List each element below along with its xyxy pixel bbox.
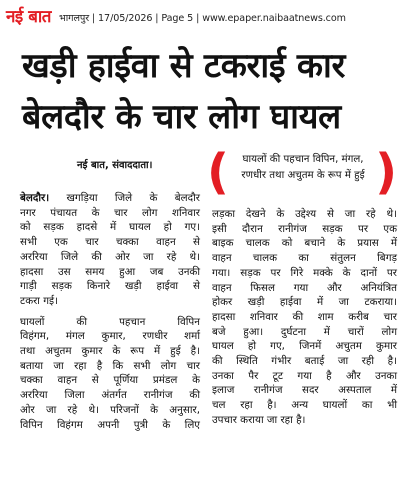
article-line: बजे हुआ। दुर्घटना में चारों लोग <box>212 325 397 338</box>
article-line: चक्का वाहन से पूर्णिया प्रमंडल के <box>20 374 200 387</box>
article-line: ओर जा रहे थे। परिजनों के अनुसार, <box>20 403 200 416</box>
article-line: उपचार कराया जा रहा है। <box>212 413 306 426</box>
article-line: टकरा गई। <box>20 294 59 307</box>
pull-quote-text <box>223 152 383 184</box>
byline: नई बात, संवाददाता। <box>77 160 153 171</box>
pull-quote-line: घायलों की पहचान विपिन, मंगल, <box>242 154 364 165</box>
article-line: इसी दौरान रानीगंज सड़क पर एक <box>212 222 397 235</box>
quote-open-bracket-icon: ( <box>207 144 229 200</box>
article-line: वाहन फिसल गया और अनियंत्रित <box>212 281 397 294</box>
article-line: होकर खड़ी हाईवा में जा टकराया। <box>212 296 397 309</box>
pull-quote <box>207 144 397 200</box>
article-line: बाइक चालक को बचाने के प्रयास में <box>212 237 397 250</box>
article-line: हादसा शनिवार की शाम करीब चार <box>212 310 397 323</box>
article-line: विपिन विहंगम अपनी पुत्री के लिए <box>20 418 200 431</box>
article-line: बताया जा रहा है कि सभी लोग चार <box>20 359 200 372</box>
dateline: बेलदौर। <box>20 192 50 204</box>
headline-line-1: खड़ी हाईवा से टकराई कार <box>22 46 346 86</box>
article-line: उनका पैर टूट गया है और उनका <box>212 369 397 382</box>
article-line: गाड़ी सड़क किनारे खड़ी हाईवा से <box>20 280 200 293</box>
article-line <box>20 191 200 206</box>
article-line: वाहन चालक का संतुलन बिगड़ <box>212 252 397 265</box>
headline-line-2: बेलदौर के चार लोग घायल <box>22 97 341 137</box>
article-line: की स्थिति गंभीर बताई जा रही है। <box>212 355 397 368</box>
article-column-right <box>212 207 397 428</box>
article-line: विहंगम, मंगल कुमार, रणधीर शर्मा <box>20 330 200 343</box>
newspaper-logo[interactable]: नई बात <box>6 6 52 27</box>
article-line: हादसा उस समय हुआ जब उनकी <box>20 265 200 278</box>
pull-quote-line: रणधीर तथा अचुतम के रूप में हुई <box>241 170 365 181</box>
article-line: नगर पंचायत के चार लोग शनिवार <box>20 206 200 219</box>
article-line: इलाज रानीगंज सदर अस्पताल में <box>212 384 397 397</box>
quote-close-bracket-icon: ) <box>375 144 397 200</box>
article-line: सभी एक चार चक्का वाहन से <box>20 236 200 249</box>
article-line: घायलों की पहचान विपिन <box>20 315 200 328</box>
article-line: अररिया जिला अंतर्गत रानीगंज की <box>20 389 200 402</box>
article-line: तथा अचुतम कुमार के रूप में हुई है। <box>20 345 200 358</box>
masthead-bar <box>0 0 403 34</box>
article-line: अररिया जिले की ओर जा रहे थे। <box>20 250 200 263</box>
edition-meta: भागलपुर | 17/05/2026 | Page 5 | www.epaper.naibaatnews.com <box>59 12 346 24</box>
article-line: को सड़क हादसे में घायल हो गए। <box>20 221 200 234</box>
article-column-left <box>20 191 200 432</box>
article-line-text: खगड़िया जिले के बेलदौर <box>66 192 200 204</box>
article-line: लड़का देखने के उद्देश्य से जा रहे थे। <box>212 208 397 220</box>
article-line: घायल हो गए, जिनमें अचुतम कुमार <box>212 340 397 353</box>
article-line: चल रहा है। अन्य घायलों का भी <box>212 399 397 412</box>
article-line: गया। सड़क पर गिरे मक्के के दानों पर <box>212 266 397 279</box>
